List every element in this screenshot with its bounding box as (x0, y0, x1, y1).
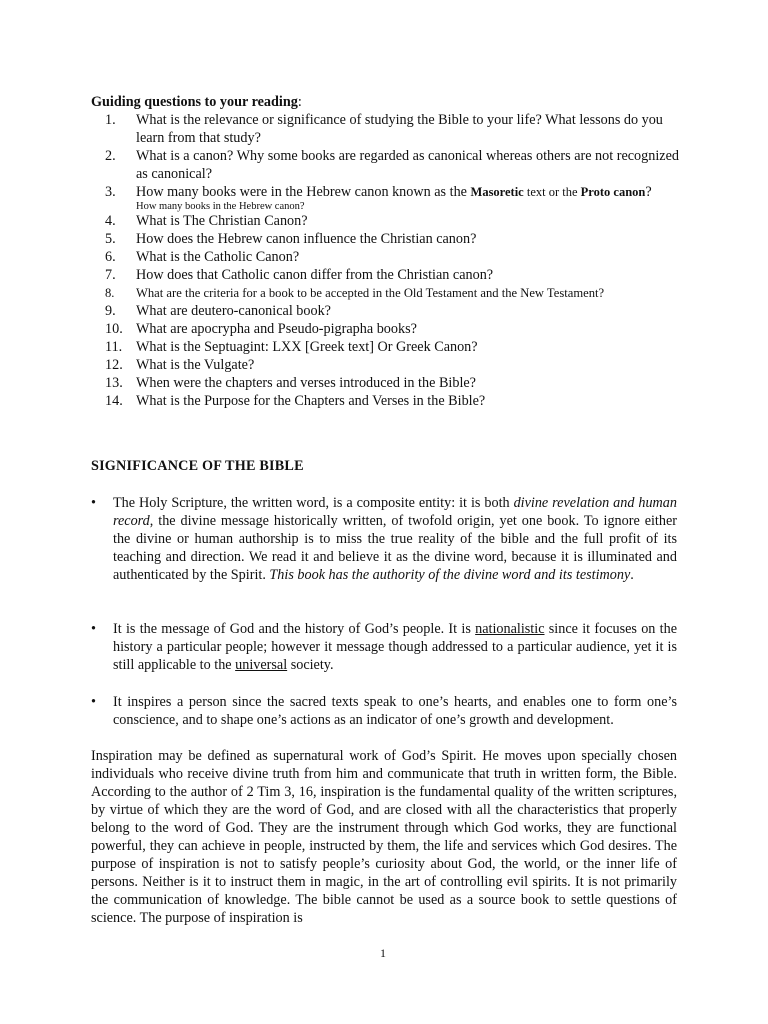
question-text: What are deutero-canonical book? (136, 303, 331, 319)
question-number: 1. (105, 112, 116, 128)
bullet-dot-icon: • (91, 495, 96, 511)
question-number: 14. (105, 393, 123, 409)
question-item (91, 320, 691, 338)
question-text: What are the criteria for a book to be accepted in the Old Testament and the New Testament? (136, 286, 605, 300)
term-masoretic: Masoretic (470, 185, 524, 199)
bullet-text (113, 494, 677, 584)
underlined-word: universal (235, 657, 288, 673)
question-item (91, 284, 691, 302)
question-text: What are apocrypha and Pseudo-pigrapha books? (136, 321, 417, 337)
question-number: 3. (105, 184, 116, 200)
question-number: 5. (105, 231, 116, 247)
question-number: 9. (105, 303, 116, 319)
bullet-dot-icon: • (91, 621, 96, 637)
question-item (91, 356, 691, 374)
question-number: 10. (105, 321, 123, 337)
question-item (91, 266, 691, 284)
question-text: How does the Hebrew canon influence the Christian canon? (136, 231, 477, 247)
underlined-word: nationalistic (475, 621, 545, 637)
question-number: 8. (105, 286, 115, 300)
question-item (91, 392, 691, 410)
page-number: 1 (380, 946, 386, 960)
guiding-questions-heading (91, 93, 302, 111)
question-text-part: ? (645, 184, 652, 200)
bullet-text-part: It is the message of God and the history of God’s people. It is (113, 621, 476, 637)
question-text: What is the Catholic Canon? (136, 249, 300, 265)
question-item (91, 338, 691, 356)
question-number: 2. (105, 148, 116, 164)
bullet-text-part: The Holy Scripture, the written word, is a composite entity: it is both (113, 495, 514, 511)
question-text: What is a canon? Why some books are regarded as canonical whereas others are not recognized as canonical? (136, 148, 679, 182)
bullet-text-part: , the divine message historically written, of twofold origin, yet one book. To ignore either the divine or human authorship is to miss the true reality of the bible and the full profit of its teaching and direction. We read it and believe it as the divine word, because it is illuminated and authenticated by the Spirit. (113, 513, 677, 583)
question-text: How does that Catholic canon differ from the Christian canon? (136, 267, 494, 283)
guiding-questions-heading-colon: : (297, 94, 302, 110)
question-number: 13. (105, 375, 123, 391)
question-text: What is the Septuagint: LXX [Greek text] Or Greek Canon? (136, 339, 478, 355)
question-text: When were the chapters and verses introduced in the Bible? (136, 375, 476, 391)
question-text: What is The Christian Canon? (136, 213, 308, 229)
bullet-text-part: society. (287, 657, 334, 673)
italic-phrase: divine revelation and human record (113, 495, 677, 529)
question-item (91, 111, 691, 147)
question-text: What is the Vulgate? (136, 357, 255, 373)
question-number: 11. (105, 339, 123, 355)
bullet-dot-icon: • (91, 694, 96, 710)
question-item (91, 212, 691, 230)
question-item (91, 230, 691, 248)
question-number: 7. (105, 267, 116, 283)
question-item (91, 183, 691, 212)
bullet-item (91, 494, 677, 584)
question-number: 6. (105, 249, 116, 265)
question-number: 4. (105, 213, 116, 229)
section-title: SIGNIFICANCE OF THE BIBLE (91, 458, 304, 474)
question-item (91, 147, 691, 183)
question-number: 12. (105, 357, 123, 373)
question-subtext: How many books in the Hebrew canon? (136, 201, 305, 212)
bullet-text-part: since it focuses on the history a particular people; however it message though addressed to a particular audience, yet it is still applicable to the (113, 621, 678, 673)
question-text-part: How many books were in the Hebrew canon known as the (136, 184, 471, 200)
bullet-item (91, 620, 677, 674)
question-text: What is the relevance or significance of studying the Bible to your life? What lessons do you learn from that study? (136, 112, 663, 146)
italic-phrase: This book has the authority of the divine word and its testimony (269, 567, 631, 583)
question-text-part: text or the (523, 185, 581, 199)
term-proto-canon: Proto canon (580, 185, 646, 199)
guiding-questions-list (91, 111, 691, 410)
question-item (91, 374, 691, 392)
inspiration-paragraph: Inspiration may be defined as supernatural work of God’s Spirit. He moves upon specially chosen individuals who receive divine truth from him and communicate that truth in written form, the Bible. According to the author of 2 Tim 3, 16, inspiration is the fundamental quality of the written scriptures, by virtue of which they are the word of God, and are closed with all the characteristics that properly belong to the word of God. They are the instrument through which God works, they are functional powerful, they can achieve in people, instructed by them, the life and services which God desires. The purpose of inspiration is not to satisfy people’s curiosity about God, the world, or the inner life of persons. Neither is it to instruct them in magic, in the art of controlling evil spirits. It is not primarily the communication of knowledge. The bible cannot be used as a source book to settle questions of science. The purpose of inspiration is (91, 748, 677, 926)
bullet-text: It inspires a person since the sacred texts speak to one’s hearts, and enables one to form one’s conscience, and to shape one’s actions as an indicator of one’s growth and development. (113, 694, 677, 728)
bullet-text-part: . (630, 567, 634, 583)
bullet-item (91, 693, 677, 729)
question-item (91, 248, 691, 266)
question-item (91, 302, 691, 320)
bullet-text (113, 620, 677, 674)
guiding-questions-heading-text: Guiding questions to your reading (91, 94, 298, 110)
question-text: What is the Purpose for the Chapters and Verses in the Bible? (136, 393, 486, 409)
